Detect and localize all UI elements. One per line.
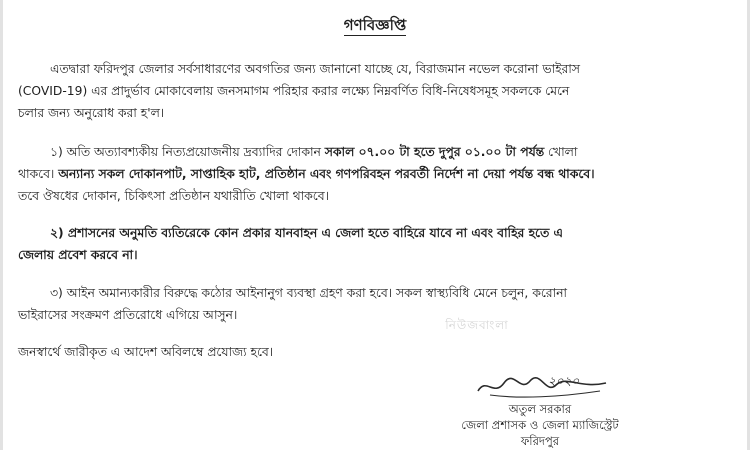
point-one-closure: অন্যান্য সকল দোকানপাট, সাপ্তাহিক হাট, প্রতিষ্ঠান এবং গণপরিবহন পরবর্তী নির্দেশ না দেয়া পর্যন্ত বন্ধ থাকবে। — [58, 167, 595, 181]
scan-edge-left — [0, 0, 3, 450]
intro-line-1: এতদ্বারা ফরিদপুর জেলার সর্বসাধারণের অবগতির জন্য জানানো যাচ্ছে যে, বিরাজমান নভেল করোনা ভাইরাস — [50, 62, 580, 76]
notice-title-wrap — [0, 14, 750, 39]
point-one-line-3: তবে ঔষধের দোকান, চিকিৎসা প্রতিষ্ঠান যথারীতি খোলা থাকবে। — [18, 189, 329, 203]
point-three-paragraph — [18, 282, 734, 326]
signature-block — [440, 373, 640, 449]
point-one-line-2 — [18, 163, 734, 185]
watermark: নিউজবাংলা — [445, 318, 509, 332]
intro-line-3: চলার জন্য অনুরোধ করা হ'ল। — [18, 106, 165, 120]
point-two-line-1 — [18, 222, 734, 244]
point-two-paragraph — [18, 222, 734, 266]
point-one-line-2-plain: থাকবে। — [18, 167, 59, 181]
point-one-paragraph — [18, 141, 734, 207]
intro-line-2: (COVID-19) এর প্রাদুর্ভাব মোকাবেলায় জনসমাগম পরিহার করার লক্ষ্যে নিম্নবর্ণিত বিধি-নিষেধসমূহ সকলকে মেনে — [18, 84, 570, 98]
notice-title: গণবিজ্ঞপ্তি — [343, 16, 407, 34]
point-one-line-1 — [18, 141, 734, 163]
signature-date: ২০২০ — [548, 374, 580, 388]
point-two-line-2-text: জেলায় প্রবেশ করবে না। — [18, 248, 138, 262]
signatory-designation: জেলা প্রশাসক ও জেলা ম্যাজিস্ট্রেট — [461, 418, 619, 432]
point-two-line-1-text: ২) প্রশাসনের অনুমতি ব্যতিরেকে কোন প্রকার যানবাহন এ জেলা হতে বাহিরে যাবে না এবং বাহির হতে এ — [50, 226, 563, 240]
intro-paragraph — [18, 58, 734, 124]
signatory-name: অতুল সরকার — [508, 402, 572, 416]
point-one-hours: সকাল ০৭.০০ টা হতে দুপুর ০১.০০ টা পর্যন্ত — [324, 145, 545, 159]
point-three-line-2: ভাইরাসের সংক্রমণ প্রতিরোধে এগিয়ে আসুন। — [18, 308, 238, 322]
point-one-suffix: খোলা — [544, 145, 578, 159]
point-three-line-1: ৩) আইন অমান্যকারীর বিরুদ্ধে কঠোর আইনানুগ ব্যবস্থা গ্রহণ করা হবে। সকল স্বাস্থ্যবিধি মেনে চলুন, করোনা — [50, 286, 567, 300]
final-line: জনস্বার্থে জারীকৃত এ আদেশ অবিলম্বে প্রযোজ্য হবে। — [18, 345, 274, 359]
point-one-prefix: ১) অতি অত্যাবশ্যকীয় নিত্যপ্রয়োজনীয় দ্রব্যাদির দোকান — [50, 145, 325, 159]
point-two-line-2 — [18, 244, 734, 266]
signature-scribble — [460, 373, 620, 401]
final-paragraph — [18, 341, 734, 363]
signatory-place: ফরিদপুর — [520, 434, 560, 448]
